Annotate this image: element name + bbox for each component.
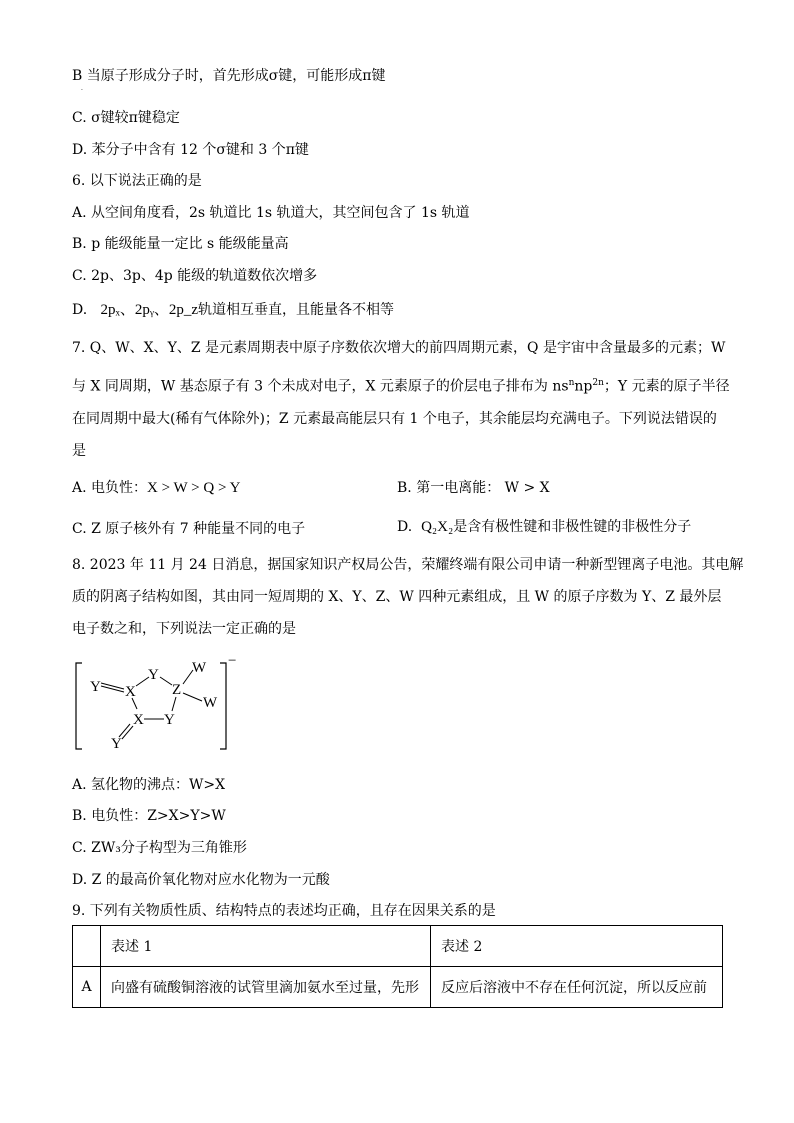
q9-stem: 9. 下列有关物质性质、结构特点的表述均正确，且存在因果关系的是 xyxy=(72,903,496,919)
q6-option-d-formula: 2pₓ、2pᵧ、2p_z xyxy=(100,302,199,318)
table-header-cell: 表述 1 xyxy=(101,926,431,967)
atom-x-1: X xyxy=(125,684,136,700)
charge-sign: − xyxy=(228,655,237,669)
q6-option-d-label: D. xyxy=(72,302,88,318)
atom-y-3: Y xyxy=(164,712,175,728)
q7-sup-2n: 2n xyxy=(592,378,604,388)
q7-stem-2a: 与 X 同周期，W 基态原子有 3 个未成对电子，X 元素原子的价层电子排布为 ns xyxy=(72,378,569,395)
q7-option-a-formula: X > W > Q > Y xyxy=(147,480,241,496)
table-header-cell xyxy=(73,926,101,967)
stray-dot: · xyxy=(81,87,83,94)
q7-sup-n: n xyxy=(568,378,575,388)
table-header-cell: 表述 2 xyxy=(431,926,723,967)
q7-stem-2c: ；Y 元素的原子半径 xyxy=(603,378,730,395)
q7-option-c: C. Z 原子核外有 7 种能量不同的电子 xyxy=(72,521,306,537)
q6-option-d xyxy=(72,300,394,320)
table-row xyxy=(73,967,723,1008)
atom-w-1: W xyxy=(192,660,207,676)
atom-y-1: Y xyxy=(90,679,101,695)
atom-y-4: Y xyxy=(111,736,122,752)
right-bracket xyxy=(220,663,226,749)
q8-stem-1: 8. 2023 年 11 月 24 日消息，据国家知识产权局公告，荣耀终端有限公司申请一种新型锂离子电池。其电解 xyxy=(72,557,744,573)
q5-option-c: C. σ键较π键稳定 xyxy=(72,110,180,126)
table-cell: 反应后溶液中不存在任何沉淀，所以反应前 xyxy=(431,967,723,1008)
q5-option-b: B 当原子形成分子时，首先形成σ键，可能形成π键 xyxy=(72,68,386,84)
left-bracket xyxy=(76,663,82,749)
q6-option-a: A. 从空间角度看，2s 轨道比 1s 轨道大，其空间包含了 1s 轨道 xyxy=(72,205,470,221)
atom-z: Z xyxy=(172,682,182,698)
q7-stem-4: 是 xyxy=(72,443,86,459)
q8-stem-3: 电子数之和，下列说法一定正确的是 xyxy=(72,621,296,637)
q7-stem-2b: np xyxy=(574,378,593,395)
anion-structure-diagram xyxy=(72,655,242,755)
atom-w-2: W xyxy=(203,695,218,711)
atom-x-2: X xyxy=(133,712,144,728)
q7-option-a xyxy=(72,478,240,498)
table-cell: A xyxy=(73,967,101,1008)
q8-option-d: D. Z 的最高价氧化物对应水化物为一元酸 xyxy=(72,872,330,888)
q7-option-a-label: A. 电负性： xyxy=(72,480,148,496)
table-header-row xyxy=(73,926,723,967)
q5-option-d: D. 苯分子中含有 12 个σ键和 3 个π键 xyxy=(72,142,309,158)
q8-option-c: C. ZW₃分子构型为三角锥形 xyxy=(72,840,247,856)
q7-stem-2 xyxy=(72,373,730,397)
q8-option-a: A. 氢化物的沸点：W>X xyxy=(72,777,226,793)
q6-option-d-text: 轨道相互垂直，且能量各不相等 xyxy=(198,302,395,318)
q7-option-d-label: D. xyxy=(397,519,413,535)
q8-option-b: B. 电负性：Z>X>Y>W xyxy=(72,808,226,824)
q9-table xyxy=(72,925,723,1008)
q7-stem-3: 在同周期中最大(稀有气体除外)；Z 元素最高能层只有 1 个电子，其余能层均充满电子。下列说法错误的 xyxy=(72,411,717,427)
q6-option-b: B. p 能级能量一定比 s 能级能量高 xyxy=(72,236,289,252)
atom-y-2: Y xyxy=(148,667,159,683)
q7-option-d xyxy=(397,517,691,537)
q7-option-b: B. 第一电离能： W > X xyxy=(397,480,550,496)
q8-stem-2: 质的阴离子结构如图，其由同一短周期的 X、Y、Z、W 四种元素组成，且 W 的原子序数为 Y、Z 最外层 xyxy=(72,589,722,605)
q7-stem-1: 7. Q、W、X、Y、Z 是元素周期表中原子序数依次增大的前四周期元素，Q 是宇宙中含量最多的元素；W xyxy=(72,340,726,356)
table-cell: 向盛有硫酸铜溶液的试管里滴加氨水至过量，先形 xyxy=(101,967,431,1008)
q7-option-d-formula: Q₂X₂ xyxy=(421,519,454,535)
anion-structure-svg xyxy=(72,655,242,755)
q7-option-d-text: 是含有极性键和非极性键的非极性分子 xyxy=(453,519,692,535)
q6-stem: 6. 以下说法正确的是 xyxy=(72,173,202,189)
q6-option-c: C. 2p、3p、4p 能级的轨道数依次增多 xyxy=(72,268,318,284)
